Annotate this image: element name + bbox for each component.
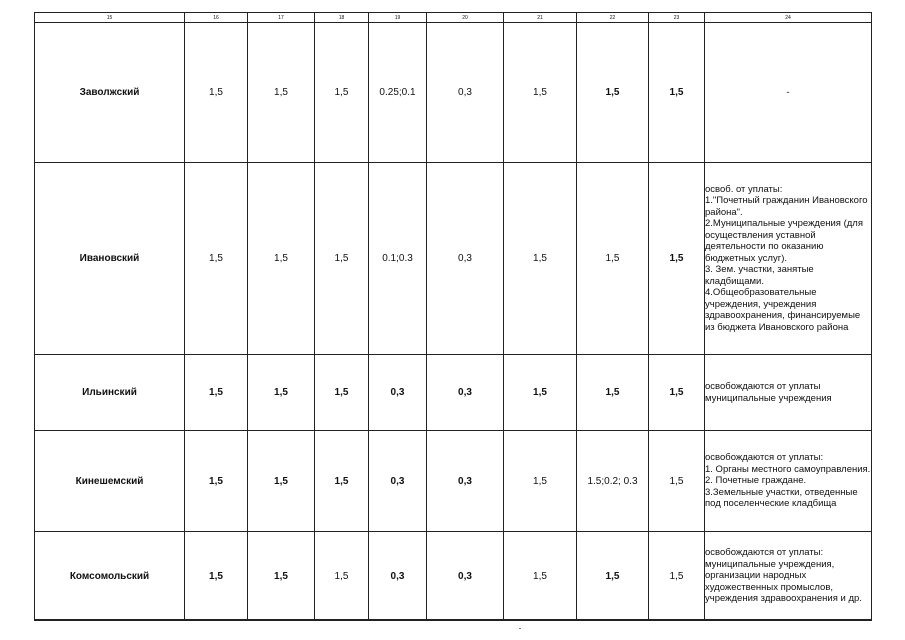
rate-cell: 1,5 [315,355,369,431]
rate-cell: 1,5 [504,431,577,532]
district-name: Заволжский [35,23,185,163]
district-name: Комсомольский [35,532,185,621]
rate-cell: 1,5 [185,163,248,355]
rate-cell: 0.1;0.3 [369,163,427,355]
rate-cell: 1,5 [504,355,577,431]
rate-cell: 1,5 [315,163,369,355]
column-header: 19 [369,13,427,23]
rate-cell: 1,5 [577,355,649,431]
exemption-note: освобождаются от уплаты: муниципальные учреждения, организации народных художественных промыслов, учреждения здравоохранения и др. [705,532,872,621]
rate-cell: 1,5 [185,431,248,532]
exemption-note: - [705,23,872,163]
rate-cell: 0,3 [427,23,504,163]
rate-cell: 0,3 [427,532,504,621]
rate-cell: 1,5 [248,355,315,431]
rate-cell: 1,5 [315,431,369,532]
column-header: 22 [577,13,649,23]
rate-cell: 1,5 [504,163,577,355]
column-header: 18 [315,13,369,23]
column-header: 15 [35,13,185,23]
rate-cell: 1,5 [577,163,649,355]
table-row [35,532,872,621]
rate-cell: 0,3 [369,431,427,532]
table-row [35,355,872,431]
district-name: Ильинский [35,355,185,431]
column-number-row [35,13,872,23]
rate-cell: 1,5 [649,163,705,355]
scan-speck [519,628,521,629]
rate-cell: 0,3 [427,431,504,532]
rate-cell: 1,5 [504,23,577,163]
rate-cell: 1,5 [577,23,649,163]
rate-cell: 1,5 [185,355,248,431]
table-row [35,163,872,355]
tax-rates-table [34,12,872,621]
page-bottom-rule [34,619,872,620]
rate-cell: 0,3 [427,163,504,355]
column-header: 17 [248,13,315,23]
column-header: 21 [504,13,577,23]
rate-cell: 1,5 [649,431,705,532]
column-header: 16 [185,13,248,23]
district-name: Кинешемский [35,431,185,532]
rate-cell: 1,5 [577,532,649,621]
rate-cell: 1,5 [649,532,705,621]
district-name: Ивановский [35,163,185,355]
exemption-note: освобождаются от уплаты: 1. Органы местного самоуправления. 2. Почетные граждане. 3.Земельные участки, отведенные под поселенческие кладбища [705,431,872,532]
rate-cell: 0,3 [427,355,504,431]
rate-cell: 1,5 [649,23,705,163]
rate-cell: 1,5 [185,23,248,163]
rate-cell: 1,5 [248,23,315,163]
rate-cell: 1,5 [185,532,248,621]
column-header: 23 [649,13,705,23]
rate-cell: 0.25;0.1 [369,23,427,163]
exemption-note: освоб. от уплаты: 1."Почетный гражданин Ивановского района". 2.Муниципальные учреждения (для осуществления уставной деятельности по оказанию бюджетных услуг). 3. Зем. участки, занятые кладбищами. 4.Общеобразовательные учреждения, учреждения здравоохранения, финансируемые из бюджета Ивановского района [705,163,872,355]
table-row [35,431,872,532]
rate-cell: 0,3 [369,355,427,431]
rate-cell: 0,3 [369,532,427,621]
exemption-note: освобождаются от уплаты муниципальные учреждения [705,355,872,431]
rate-cell: 1,5 [315,532,369,621]
rate-cell: 1,5 [248,532,315,621]
column-header: 24 [705,13,872,23]
rate-cell: 1,5 [504,532,577,621]
column-header: 20 [427,13,504,23]
rate-cell: 1,5 [315,23,369,163]
rate-cell: 1,5 [248,431,315,532]
table-row [35,23,872,163]
rate-cell: 1.5;0.2; 0.3 [577,431,649,532]
rate-cell: 1,5 [649,355,705,431]
rate-cell: 1,5 [248,163,315,355]
